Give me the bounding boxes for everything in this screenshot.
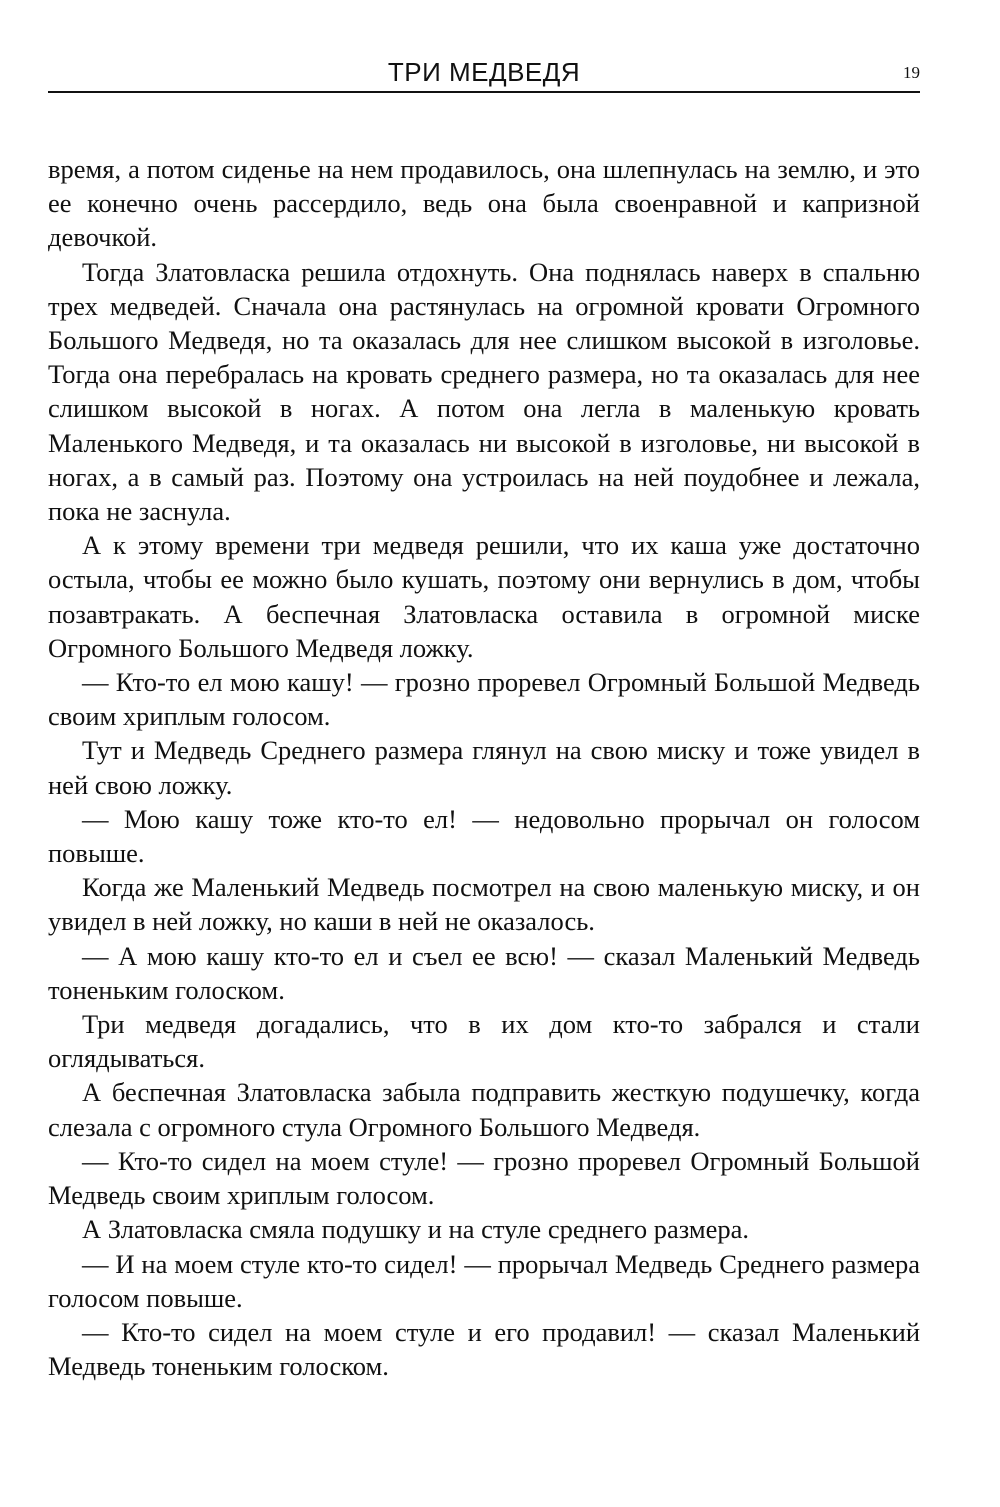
running-title: ТРИ МЕДВЕДЯ [387,57,581,87]
page-header [48,55,920,93]
paragraph: А к этому времени три медведя решили, что их каша уже достаточно остыла, чтобы ее можно было кушать, поэтому они вернулись в дом, чтобы позавтракать. А беспечная Златовласка оставила в огромной миске Огромного Большого Медведя ложку. [48,530,920,663]
paragraph: — А мою кашу кто-то ел и съел ее всю! — сказал Маленький Медведь тоненьким голоском. [48,940,920,1005]
paragraph: — Кто-то сидел на моем стуле! — грозно проревел Огромный Большой Медведь своим хриплым голосом. [48,1145,920,1211]
paragraph: — Кто-то ел мою кашу! — грозно проревел Огромный Большой Медведь своим хриплым голосом. [48,667,920,732]
paragraph: — Кто-то сидел на моем стуле и его продавил! — сказал Маленький Медведь тоненьким голоском. [48,1316,920,1382]
paragraph: — И на моем стуле кто-то сидел! — прорычал Медведь Среднего размера голосом повыше. [48,1248,920,1313]
paragraph: А Златовласка смяла подушку и на стуле среднего размера. [82,1214,750,1245]
paragraph: Тогда Златовласка решила отдохнуть. Она поднялась наверх в спальню трех медведей. Сначала она растянулась на огромной кровати Огромного Большого Медведя, но та оказалась для нее слишком высокой в изголовье. Тогда она перебралась на кровать среднего размера, но та оказалась для нее слишком высокой в ногах. А потом она легла в маленькую кровать Маленького Медведя, и та оказалась ни высокой в изголовье, ни высокой в ногах, а в самый раз. Поэтому она устроилась на ней поудобнее и лежала, пока не заснула. [48,256,920,527]
paragraph: — Мою кашу тоже кто-то ел! — недовольно прорычал он голосом повыше. [48,803,920,869]
page-body [48,152,920,1383]
page-number: 19 [903,63,920,82]
paragraph: Три медведя догадались, что в их дом кто-то забрался и стали оглядываться. [48,1009,920,1074]
paragraph: Когда же Маленький Медведь посмотрел на свою маленькую миску, и он увидел в ней ложку, но каши в ней не оказалось. [48,872,920,937]
paragraph: Тут и Медведь Среднего размера глянул на свою миску и тоже увидел в ней свою ложку. [48,735,920,800]
paragraph: время, а потом сиденье на нем продавилось, она шлепнулась на землю, и это ее конечно очень рассердило, ведь она была своенравной и капризной девочкой. [48,154,920,253]
paragraph: А беспечная Златовласка забыла подправить жесткую подушечку, когда слезала с огромного стула Огромного Большого Медведя. [48,1077,920,1142]
